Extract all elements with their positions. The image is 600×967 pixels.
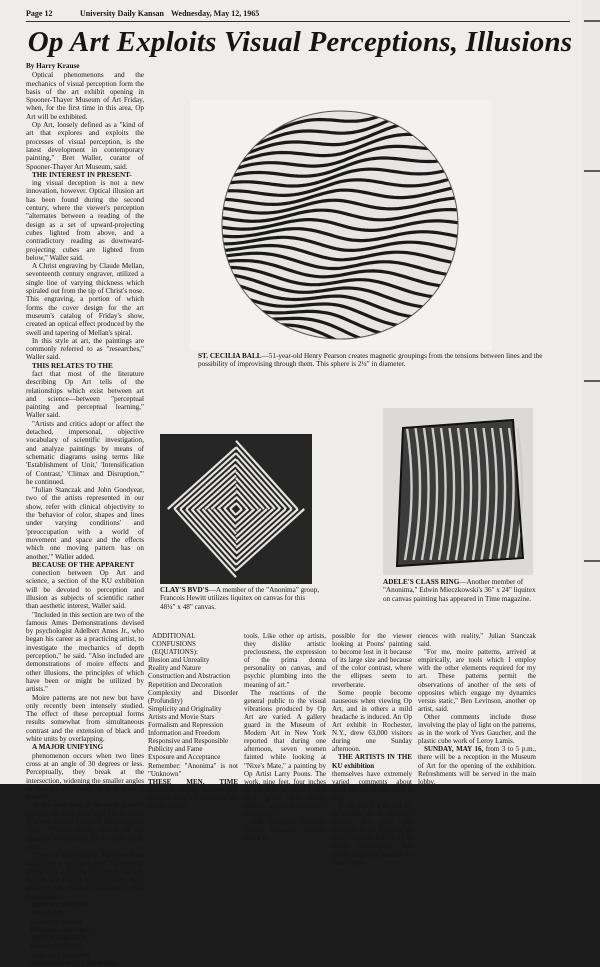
paragraph: themselves have extremely varied comments about what Op Art is and what it does. bbox=[332, 769, 412, 802]
caption-title: ST. CECILIA BALL bbox=[198, 352, 262, 360]
list-item: Simplicity and Originality bbox=[148, 704, 222, 713]
subhead: DON'T EQUATE bbox=[32, 934, 87, 943]
list-item: Anonymity with Conformity bbox=[30, 959, 118, 967]
paragraph: Other comments include those involving the play of light on the patterns, as in the work of Yves Gaucher, and the plastic cube work of Leroy Lamis. bbox=[418, 712, 536, 746]
list-heading: ADDITIONAL CONFUSIONS (EQUATIONS): bbox=[152, 632, 198, 657]
list-item: Publicity and Fame bbox=[148, 745, 203, 754]
subhead: THE ARTISTS IN THE KU exhibition bbox=[332, 753, 412, 770]
paragraph: fact that most of the literature describing Op Art tells of the relationships which exist between art and science—between "perceptual painting and perceptual learning," Waller said. bbox=[26, 369, 144, 420]
photo-clays-bvds bbox=[160, 434, 312, 584]
caption-title: ADELE'S CLASS RING bbox=[383, 578, 460, 586]
photo-adeles-class-ring bbox=[383, 408, 533, 575]
paragraph: Op Art, loosely defined as a "kind of art that explores and exploits the processes of visual perception, is the latest development in contemporary painting," Bret Waller, curator of Spooner-Thayer Art Museum, said. bbox=[26, 121, 144, 171]
paragraph: A Christ engraving by Claude Mellan, seventeenth century engraver, utilized a single line of varying thickness which spiraled out from the tip of Christ's nose. This engraving, a portion of which forms the cover design for the art museum's catalog of Friday's show, created an optical effect produced by the swell and tapering of Mellan's spiral. bbox=[26, 262, 144, 337]
list-item: Responsive and Responsible bbox=[148, 737, 229, 746]
list-item: Tools with Machines bbox=[30, 950, 91, 959]
list-item: Exposure and Acceptance bbox=[148, 753, 221, 762]
caption-adeles-class-ring bbox=[383, 578, 543, 603]
subhead: THESE MEN, TIME bbox=[148, 777, 238, 786]
paragraph: "For me, moire patterns, arrived at empirically, are tools which I employ with the other elements required for my art. These patterns permit the observations of another of the sets of opposites which engage my dynamics versus static," Ben Levinson, another op artist, said. bbox=[418, 648, 536, 713]
list-item: Information and Freedom bbox=[148, 729, 220, 738]
paragraph: ing visual deception is not a new innovation, however. Optical illusion art has been found during the second century, where the viewer's perception "alternates between a reading of the design as a set of upward-projecting cubes lighted from above, and a contradictory reading as downward-projecting cubes are lighted from below," Waller said. bbox=[26, 179, 144, 262]
article-column-2 bbox=[148, 632, 238, 810]
sphere-artwork-image bbox=[190, 100, 492, 350]
paragraph: tools. Like other op artists, they dislike artistic preciousness, the expression of the prima donna personality on canvas, and psychic plumbing into the meaning of art." bbox=[244, 632, 326, 689]
pinwheel-artwork-image bbox=[160, 434, 312, 584]
list-item: Illusion and Unreality bbox=[148, 656, 210, 665]
list-item: Perception and Optics bbox=[30, 925, 94, 934]
paragraph: "Included in this section are two of the famous Ames Demonstrations devised by psychologist Adelbert Ames Jr., who began his career as a practicing artist, to investigate the mechanics of depth perception," he said. "Also included are demonstrations of moire effects and other illusions, the principles of which have been or might be utilized by artists." bbox=[26, 610, 144, 694]
list-item: Remember: "Anonima" is not "Unknown" bbox=[148, 761, 238, 778]
headline: Op Art Exploits Visual Perceptions, Illusions bbox=[27, 26, 573, 58]
subhead: BECAUSE OF THE APPARENT bbox=[32, 560, 135, 569]
list-item: Heads with Brains bbox=[30, 942, 84, 951]
article-column-3 bbox=[244, 632, 326, 843]
byline: By Harry Krause bbox=[26, 62, 80, 70]
paragraph: phenomenon occurs when two lines cross at an angle of 30 degrees or less. Perceptually, they break at the intersection, widening the smaller angles so that the continuity of both lines is broken. bbox=[26, 751, 144, 802]
subhead: DON'T CONFUSE bbox=[32, 900, 91, 909]
paragraph: Optical phenomenons and the mechanics of visual perception form the basis of the art exhibit opening in Spooner-Thayer Museum of Art Friday, when, for the first time in this area, Op Art will be exhibited. bbox=[26, 71, 144, 121]
paragraph: conection between Op Art and science, a section of the KU exhibition will be devoted to perception and illusion as subjects of scientific rather than aesthetic interest, Waller said. bbox=[26, 569, 144, 611]
photo-st-cecilia-ball bbox=[190, 100, 492, 350]
paragraph: At the same time, if the angle is small enough, in open dots with black, much as if two wet ink lines had bled into each other. William Seitz, curator of the Museum of Modern Art in New York, said. bbox=[26, 801, 144, 851]
paragraph: Moire patterns are not new but have only recently been intensely studied. The effect of these perceptual forms results somewhat from simultaneous contrast and the extension of black and white units by overlapping. bbox=[26, 693, 144, 744]
list-item: Formalism and Repression bbox=[148, 721, 224, 730]
caption-title: CLAY'S BVD'S bbox=[160, 586, 209, 594]
subhead: THIS RELATES TO THE bbox=[32, 361, 113, 370]
page-folio bbox=[26, 9, 570, 21]
paragraph: Mike Stoughton, Spooner-Thayer museum registrar, said it is bbox=[244, 818, 326, 843]
list-item: Repetition and Decoration bbox=[148, 680, 222, 689]
ring-artwork-image bbox=[383, 408, 533, 575]
caption-text: —A member of the "Anonima" group, Francois Hewitt utilizes liquitex on canvas for this 48¼" x 48" canvas. bbox=[160, 586, 320, 611]
list-item: Reality and Nature bbox=[148, 664, 201, 673]
paragraph: possible for the viewer looking at Poons' painting to become lost in it because of its large size and because of the color contrast, where the ellipses seem to reverberate. bbox=[332, 632, 412, 689]
article-column-4 bbox=[332, 632, 412, 867]
paragraph: "Julian Stanczak and John Goodyear, two of the artists represented in our show, refer with clinical objectivity to the 'behavior of color, shapes and lines under varying conditions' and 'preoccupation with a world of movement and space and the effects which one moving pattern has on another,'" Waller added. bbox=[26, 486, 144, 561]
paragraph: Three of the artists in the show have organized a group called "Anonima." These men — Ernest Benkert, Francis E. Hewitt and Edwin Mieczkowski—have given us the official statement of their organization. bbox=[26, 851, 144, 901]
caption-st-cecilia-ball bbox=[198, 352, 543, 369]
list-item: Construction and Abstraction bbox=[148, 672, 231, 681]
paragraph: In this style at art, the paintings are commonly referred to as "researches," Waller said. bbox=[26, 336, 144, 362]
subhead: SUNDAY, MAY 16, bbox=[424, 745, 484, 754]
paper-name: University Daily Kansan bbox=[80, 9, 165, 18]
list-item: Art and Life bbox=[30, 909, 66, 918]
paragraph: In my work, I do not try to imitate or to interpret nature; but with the response to the behavior of colors, shapes, lines, I try to create relationships that would have run parallel to man's expe- bbox=[332, 801, 412, 867]
caption-text: —Another member of "Anonima," Edwin Mieczkowski's 36" x 24" liquitex on canvas painting has appeared in Time magazine. bbox=[383, 578, 536, 603]
caption-clays-bvds bbox=[160, 586, 320, 611]
subhead: A MAJOR UNIFYING bbox=[32, 743, 104, 752]
page-number: Page 12 bbox=[26, 9, 53, 18]
list-item: Complexity and Disorder (Profundity) bbox=[148, 688, 238, 705]
folio-rule bbox=[26, 21, 570, 22]
article-column-5 bbox=[418, 632, 536, 784]
issue-date: Wednesday, May 12, 1965 bbox=[171, 9, 260, 18]
paragraph: riences with reality," Julian Stanczak said. bbox=[418, 632, 536, 649]
paragraph: "Artists and critics adopt or affect the detached, impersonal, objective vocabulary of scientific investigation, and analyze paintings by means of schematic diagrams using terms like 'Establishment of Unit,' 'Intensification of Contrast,' 'Climax and Disruption,'" he continued. bbox=[26, 419, 144, 486]
list-item: Artists and Movie Stars bbox=[148, 712, 215, 721]
paragraph: magazine states, "believe that the rule and the compass are proper artist's bbox=[148, 785, 238, 810]
article-column-1 bbox=[26, 62, 144, 967]
paragraph: from 3 to 5 p.m., there will be a reception in the Museum of Art for the opening of the exhibition. Refreshments will be served in the main lobby. bbox=[418, 745, 537, 786]
paragraph: The reactions of the general public to the visual vibrations produced by Op Art are varied. A gallery guard in the Museum of Modern Art in New York reported that during one afternoon, seven women fainted while looking at "Nixe's Mate," a painting by Op Artist Larry Poons. The work, nine feet, four inches by six feet, is painted with blue, green and orange ellipses against a tomato-red background. bbox=[244, 688, 326, 819]
confuse-list bbox=[26, 909, 144, 934]
equate-list bbox=[26, 942, 144, 959]
paragraph: Some people become nauseous when viewing Op Art, and in others a mild headache is induced. An Op Art exhibit in Rochester, N.Y., drew 63,000 visitors during one Sunday afternoon. bbox=[332, 688, 412, 754]
adjacent-page-edge bbox=[582, 0, 600, 784]
list-item: Geometry and Art bbox=[30, 917, 82, 926]
caption-text: —51-year-old Henry Pearson creates magnetic groupings from the tensions between lines and the possibility of improvising through them. This sphere is 2¼" in diameter. bbox=[198, 352, 543, 369]
subhead: THE INTEREST IN PRESENT- bbox=[32, 170, 132, 179]
